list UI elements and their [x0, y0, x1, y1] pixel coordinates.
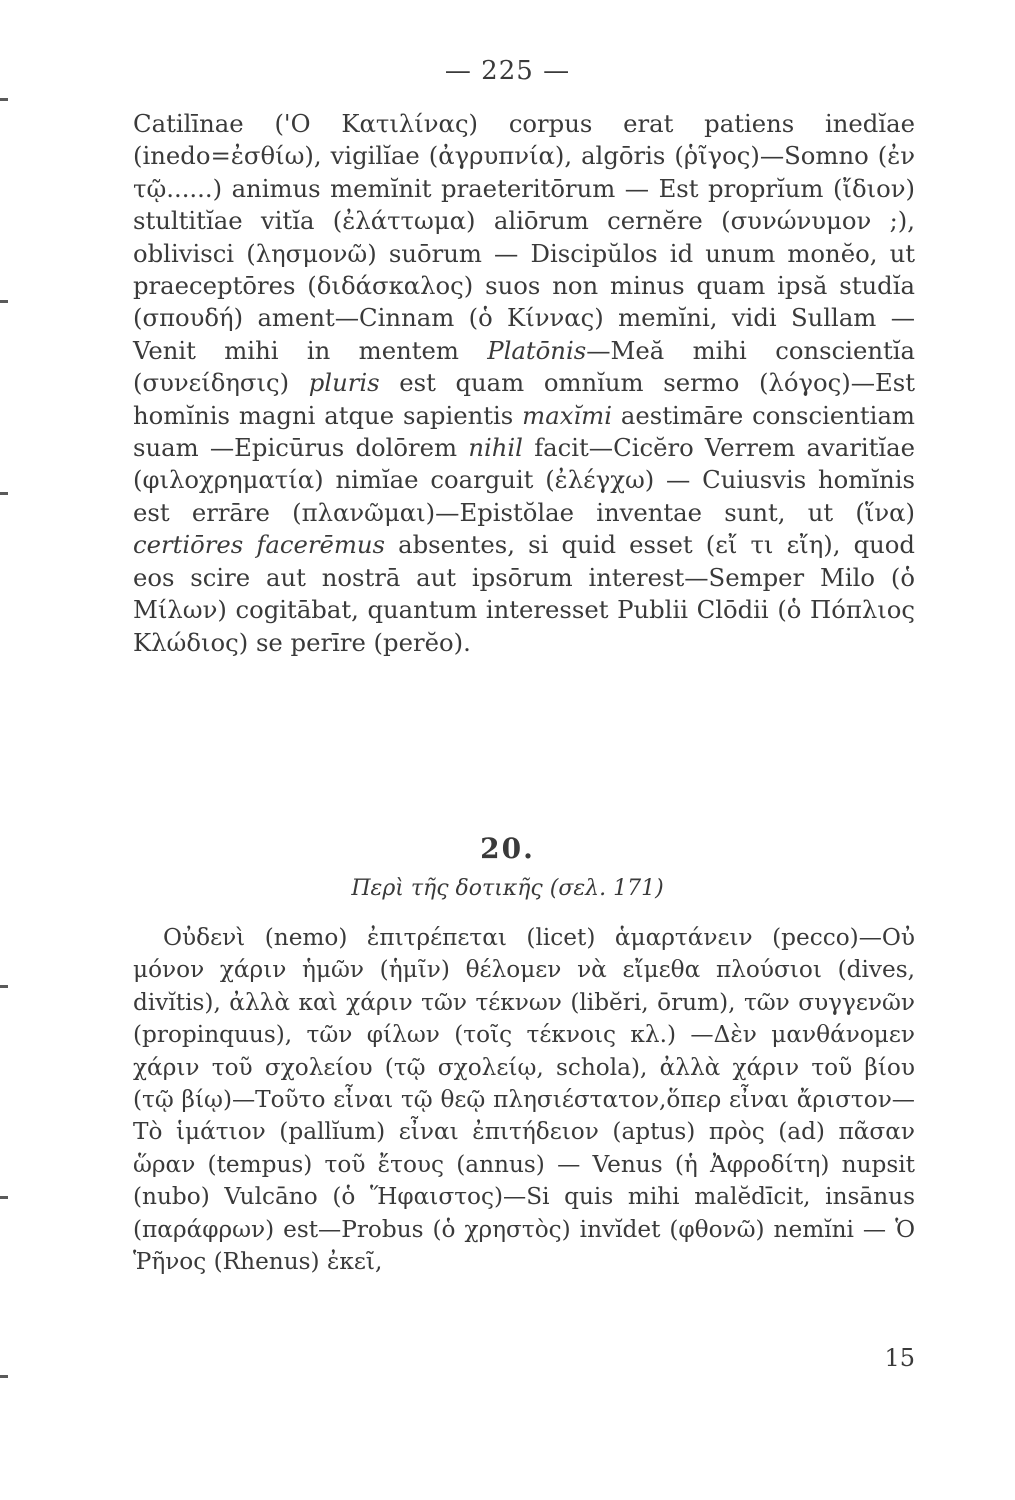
- paragraph-text-1: Catilīnae ('Ο Κατιλίνας) corpus erat patiens inedĭae (inedo=ἐσθίω), vigilĭae (ἀγρυπνία), algōris (ῥῖγος)—Somno (ἐν τῷ......) animus memĭnit praeteritōrum — Est proprĭum (ἴδιον) stultitĭae vitĭa (ἐλάττωμα) aliōrum cernĕre (συνώνυμον ;), oblivisci (λησμονῶ) suōrum — Discipŭlos id unum monĕo, ut praeceptōres (διδάσκαλος) suos non minus quam ipsă studĭa (σπουδή) ament—Cinnam (ὁ Κίννας) memĭni, vidi Sullam —Venit mihi in mentem: [133, 109, 915, 365]
- edge-mark: [0, 1196, 8, 1199]
- section-title: Περὶ τῆς δοτικῆς (σελ. 171): [351, 876, 664, 901]
- edge-mark: [0, 492, 8, 495]
- section-number: 20.: [480, 832, 535, 865]
- page-number: — 225 —: [444, 56, 571, 86]
- edge-mark: [0, 985, 8, 988]
- main-paragraph: [133, 108, 915, 659]
- signature-mark: 15: [884, 1344, 915, 1372]
- paragraph-text-4: aestimāre conscientiam suam —Epicūrus dolōrem: [133, 400, 915, 463]
- paragraph-text-3: est quam omnĭum sermo (λόγος)—Est homĭnis magni atque sapientis: [133, 368, 915, 430]
- italic-platonis: Platōnis: [487, 335, 587, 365]
- edge-mark: [0, 300, 8, 303]
- edge-mark: [0, 98, 8, 101]
- italic-nihil: nihil: [468, 433, 523, 463]
- paragraph-text-6: absentes, si quid esset (εἴ τι εἴη), quod eos scire aut nostrā aut ipsōrum interest—Semper Milo (ὁ Μίλων) cogitābat, quantum interesset Publii Clōdii (ὁ Πόπλιος Κλώδιος) se perīre (perĕo).: [133, 530, 915, 657]
- italic-certiores: certiōres facerēmus: [133, 530, 385, 560]
- italic-pluris: pluris: [308, 368, 380, 398]
- paragraph-text-5: facit—Cicĕro Verrem avaritĭae (φιλοχρηματία) nimĭae coarguit (ἐλέγχω) — Cuiusvis homĭnis est errāre (πλανῶμαι)—Epistŏlae inventae sunt, ut (ἵνα): [133, 433, 915, 527]
- italic-maximi: maxĭmi: [522, 400, 612, 430]
- section-paragraph: Οὐδενὶ (nemo) ἐπιτρέπεται (licet) ἁμαρτάνειν (pecco)—Οὐ μόνον χάριν ἡμῶν (ἡμῖν) θέλομεν νὰ εἴμεθα πλούσιοι (dives, divĭtis), ἀλλὰ καὶ χάριν τῶν τέκνων (libĕri, ōrum), τῶν συγγενῶν (propinquus), τῶν φίλων (τοῖς τέκνοις κλ.) —Δὲν μανθάνομεν χάριν τοῦ σχολείου (τῷ σχολείῳ, schola), ἀλλὰ χάριν τοῦ βίου (τῷ βίῳ)—Τοῦτο εἶναι τῷ θεῷ πλησιέστατον,ὅπερ εἶναι ἄριστον—Τὸ ἱμάτιον (pallĭum) εἶναι ἐπιτήδειον (aptus) πρὸς (ad) πᾶσαν ὥραν (tempus) τοῦ ἔτους (annus) — Venus (ἡ Ἀφροδίτη) nupsit (nubo) Vulcāno (ὁ Ἥφαιστος)—Si quis mihi malĕdīcit, insānus (παράφρων) est—Probus (ὁ χρηστὸς) invĭdet (φθονῶ) nemĭni — Ὁ Ῥῆνος (Rhenus) ἐκεῖ,: [133, 924, 915, 1276]
- edge-mark: [0, 1375, 8, 1378]
- paragraph-text-2: —Meă mihi conscientĭa (συνείδησις): [133, 335, 915, 398]
